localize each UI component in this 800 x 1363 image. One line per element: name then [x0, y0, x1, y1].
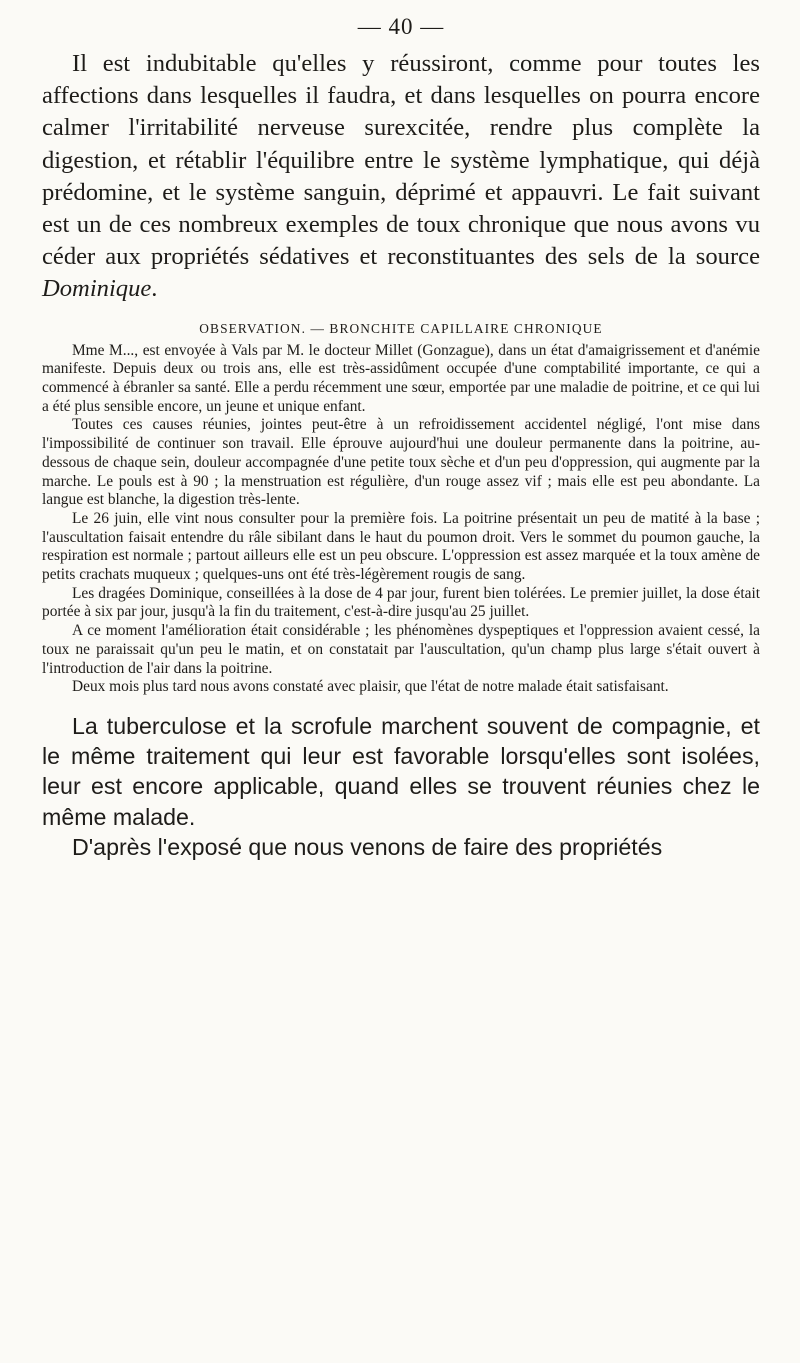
observation-paragraph-3: Le 26 juin, elle vint nous consulter pour la première fois. La poitrine présentait un peu de matité à la base ; l'auscultation faisait entendre du râle sibilant dans le haut du poumon droit. Vers le sommet du poumon gauche, la respiration est normale ; partout ailleurs elle est un peu obscure. L'oppression est assez marquée et la toux amène de petits crachats muqueux ; quelques-uns ont été très-légèrement rougis de sang. — [42, 509, 760, 584]
closing-section — [42, 711, 760, 862]
intro-end: . — [151, 275, 158, 303]
observation-heading: OBSERVATION. — BRONCHITE CAPILLAIRE CHRONIQUE — [199, 320, 603, 336]
intro-paragraph — [42, 48, 760, 306]
book-page — [42, 0, 760, 862]
closing-paragraph-2: D'après l'exposé que nous venons de faire des propriétés — [72, 833, 663, 860]
intro-text: Il est indubitable qu'elles y réussiront, comme pour toutes les affections dans lesquelles il faudra, et dans lesquelles on pourra encore calmer l'irritabilité nerveuse surexcitée, rendre plus complète la digestion, et rétablir l'équilibre entre le système lymphatique, qui déjà prédomine, et le système sanguin, déprimé et appauvri. Le fait suivant est un de ces nombreux exemples de toux chronique que nous avons vu céder aux propriétés sédatives et reconstituantes des sels de la source — [42, 50, 760, 271]
observation-paragraph-4: Les dragées Dominique, conseillées à la dose de 4 par jour, furent bien tolérées. Le premier juillet, la dose était portée à six par jour, jusqu'à la fin du traitement, c'est-à-dire jusqu'au 25 juillet. — [42, 584, 760, 621]
closing-paragraph-1: La tuberculose et la scrofule marchent souvent de compagnie, et le même traitement qui leur est favorable lorsqu'elles sont isolées, leur est encore applicable, quand elles se trouvent réunies chez le même malade. — [42, 712, 760, 830]
intro-section — [42, 48, 760, 306]
page-number: — 40 — — [357, 14, 445, 39]
observation-paragraph-5: A ce moment l'amélioration était considérable ; les phénomènes dyspeptiques et l'oppression avaient cessé, la toux ne paraissait qu'un peu le matin, et on constatait par l'auscultation, qu'un champ plus large s'était ouvert à l'introduction de l'air dans la poitrine. — [42, 622, 760, 677]
observation-paragraph-6: Deux mois plus tard nous avons constaté avec plaisir, que l'état de notre malade était satisfaisant. — [72, 678, 669, 696]
observation-section — [42, 320, 760, 697]
source-name: Dominique — [42, 275, 152, 303]
observation-paragraph-1: Mme M..., est envoyée à Vals par M. le docteur Millet (Gonzague), dans un état d'amaigrissement et d'anémie manifeste. Depuis deux ou trois ans, elle est très-assidûment occupée d'une comptabilité importante, ce qui a commencé à ébranler sa santé. Elle a perdu récemment une sœur, emportée par une maladie de poitrine, et ce qui lui a été plus sensible encore, un jeune et unique enfant. — [42, 341, 760, 415]
observation-paragraph-2: Toutes ces causes réunies, jointes peut-être à un refroidissement accidentel négligé, l'ont mise dans l'impossibilité de continuer son travail. Elle éprouve aujourd'hui une douleur permanente dans la poitrine, au-dessous de chaque sein, douleur accompagnée d'une petite toux sèche et d'un peu d'oppression, qui augmente par la marche. Le pouls est à 90 ; la menstruation est régulière, d'un rouge assez vif ; mais elle est peu abondante. La langue est blanche, la digestion très-lente. — [42, 416, 760, 509]
